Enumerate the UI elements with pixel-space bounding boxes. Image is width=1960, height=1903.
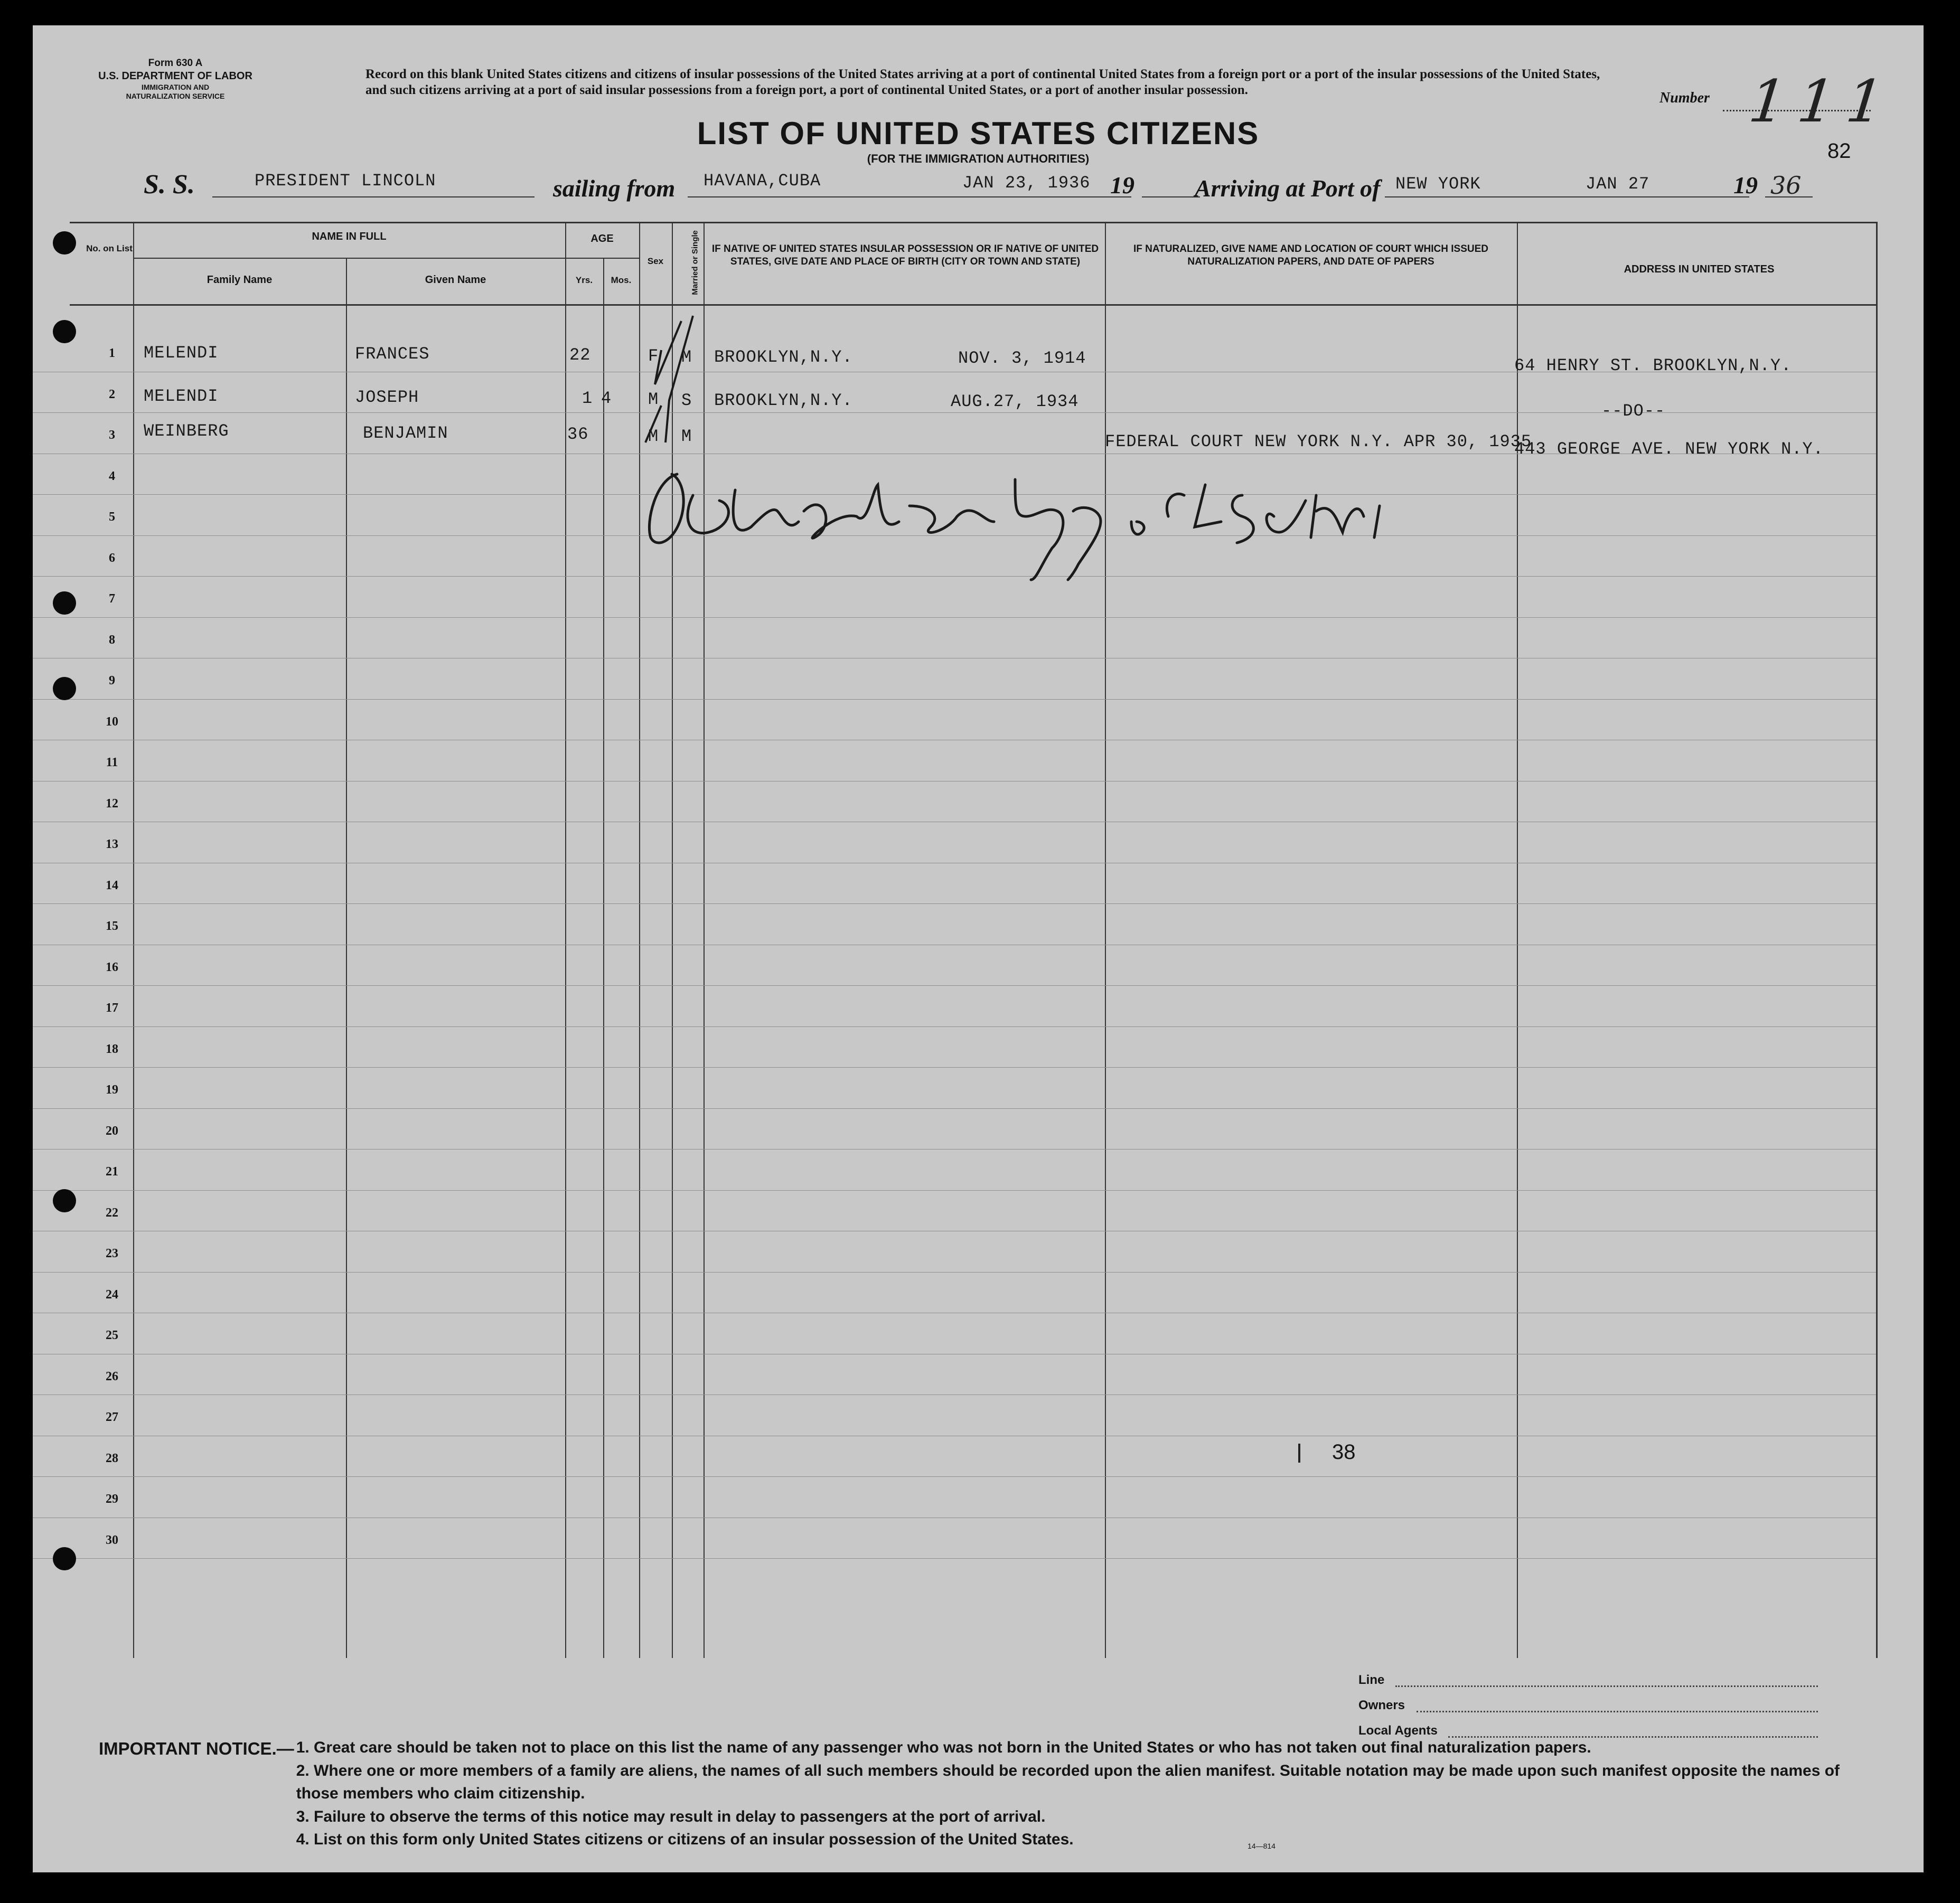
col-header-yrs: Yrs. bbox=[575, 275, 593, 285]
entry-given-name: JOSEPH bbox=[355, 388, 419, 407]
row-number: 12 bbox=[106, 796, 118, 811]
row-rule bbox=[33, 1272, 1876, 1273]
form-identification bbox=[75, 57, 276, 101]
col-divider-given bbox=[565, 222, 566, 1658]
departure-date-line bbox=[952, 196, 1131, 197]
row-number: 4 bbox=[109, 469, 115, 483]
row-number: 18 bbox=[106, 1042, 118, 1056]
arrival-date: JAN 27 bbox=[1586, 174, 1650, 194]
col-header-family-name: Family Name bbox=[207, 274, 273, 286]
check-mark-2 bbox=[645, 406, 661, 442]
ss-label: S. S. bbox=[144, 169, 195, 200]
col-header-sex: Sex bbox=[647, 256, 664, 266]
row-number: 9 bbox=[109, 674, 115, 687]
number-label: Number bbox=[1659, 90, 1710, 106]
row-rule bbox=[33, 1190, 1876, 1191]
row-rule bbox=[33, 1149, 1876, 1150]
row-rule bbox=[33, 1108, 1876, 1109]
name-header-divider bbox=[133, 258, 565, 259]
row-number: 6 bbox=[109, 551, 115, 565]
notice-item-3: 3. Failure to observe the terms of this notice may result in delay to passengers at the port of arrival. bbox=[296, 1807, 1046, 1825]
footer-local-agents-label: Local Agents bbox=[1358, 1723, 1438, 1738]
notice-heading: IMPORTANT NOTICE.— bbox=[99, 1739, 294, 1758]
check-marks bbox=[624, 300, 740, 458]
notice-item-4: 4. List on this form only United States citizens or citizens of an insular possession of the United States. bbox=[296, 1831, 1074, 1848]
arrival-date-line bbox=[1575, 196, 1749, 197]
arrival-year-line bbox=[1765, 196, 1813, 197]
row-rule bbox=[33, 617, 1876, 618]
col-header-birth: IF NATIVE OF UNITED STATES INSULAR POSSESSION OR IF NATIVE OF UNITED STATES, GIVE DATE AND PLACE OF BIRTH (CITY OR TOWN AND STATE) bbox=[711, 243, 1099, 267]
row-rule bbox=[33, 985, 1876, 986]
col-header-no: No. on List bbox=[86, 243, 133, 253]
stamp-count: 38 bbox=[1332, 1440, 1356, 1464]
arriving-label: Arriving at Port of bbox=[1195, 175, 1381, 202]
entry-address: 64 HENRY ST. BROOKLYN,N.Y. bbox=[1514, 356, 1792, 375]
row-number: 7 bbox=[109, 592, 115, 606]
binder-hole bbox=[53, 677, 76, 700]
row-rule bbox=[33, 1067, 1876, 1068]
entry-sex: M bbox=[648, 390, 659, 409]
page-title: LIST OF UNITED STATES CITIZENS bbox=[697, 116, 1260, 151]
row-rule bbox=[33, 412, 1876, 413]
entry-given-name: FRANCES bbox=[355, 344, 430, 364]
instructions-text: Record on this blank United States citizens and citizens of insular possessions of the United States arriving at a port of continental United States from a foreign port or a port of the insular possessions of the United States, and such citizens arriving at a port of said insular possessions from a foreign port, a port of continental United States, or a port of another insular possession. bbox=[365, 67, 1600, 97]
col-divider-yrs bbox=[603, 258, 604, 1658]
binder-hole bbox=[53, 591, 76, 615]
row-rule bbox=[33, 903, 1876, 904]
row-number: 3 bbox=[109, 428, 115, 442]
ship-name: PRESIDENT LINCOLN bbox=[255, 171, 436, 191]
row-rule bbox=[33, 699, 1876, 700]
table-top-border bbox=[70, 222, 1876, 223]
row-number: 22 bbox=[106, 1205, 118, 1220]
entry-birth-place: BROOKLYN,N.Y. bbox=[714, 347, 853, 367]
row-number: 10 bbox=[106, 714, 118, 729]
col-divider-family bbox=[346, 258, 347, 1658]
entry-naturalization: FEDERAL COURT NEW YORK N.Y. APR 30, 1935 bbox=[1105, 432, 1532, 451]
arrival-port-line bbox=[1385, 196, 1607, 197]
binder-hole bbox=[53, 1189, 76, 1212]
col-header-name-in-full: NAME IN FULL bbox=[312, 231, 387, 242]
footer-line-label: Line bbox=[1358, 1673, 1385, 1687]
entry-sex: M bbox=[648, 427, 659, 446]
row-number: 29 bbox=[106, 1492, 118, 1506]
entry-address: --DO-- bbox=[1601, 401, 1666, 421]
table-right-border bbox=[1876, 222, 1878, 1658]
page-subtitle: (FOR THE IMMIGRATION AUTHORITIES) bbox=[867, 152, 1090, 165]
col-header-given-name: Given Name bbox=[425, 274, 486, 286]
stamp-mark bbox=[1298, 1444, 1300, 1463]
row-number: 20 bbox=[106, 1124, 118, 1138]
binder-hole bbox=[53, 320, 76, 343]
entry-marital: M bbox=[681, 347, 692, 367]
departure-date: JAN 23, 1936 bbox=[962, 173, 1091, 193]
entry-given-name: BENJAMIN bbox=[363, 423, 448, 443]
row-number: 8 bbox=[109, 633, 115, 647]
row-number: 24 bbox=[106, 1287, 118, 1302]
age-header-divider bbox=[565, 258, 639, 259]
row-number: 16 bbox=[106, 960, 118, 974]
service-line-2: NATURALIZATION SERVICE bbox=[126, 92, 225, 101]
entry-birth-date: AUG.27, 1934 bbox=[951, 392, 1079, 411]
entry-birth-date: NOV. 3, 1914 bbox=[958, 348, 1086, 368]
row-number: 1 bbox=[109, 346, 115, 360]
department-name: U.S. DEPARTMENT OF LABOR bbox=[98, 70, 252, 82]
col-header-married-single: Married or Single bbox=[690, 230, 700, 295]
notice-item-1: 1. Great care should be taken not to place on this list the name of any passenger who was not born in the United States or who has not taken out final naturalization papers. bbox=[296, 1739, 1591, 1756]
footer-owners-field bbox=[1417, 1711, 1818, 1712]
row-number: 5 bbox=[109, 510, 115, 524]
row-rule bbox=[33, 1558, 1876, 1559]
row-number: 19 bbox=[106, 1083, 118, 1097]
list-number-handwritten: 111 bbox=[1746, 68, 1899, 135]
important-notice bbox=[99, 1736, 1884, 1851]
entry-address: 443 GEORGE AVE. NEW YORK N.Y. bbox=[1514, 439, 1824, 459]
ship-name-line bbox=[212, 196, 534, 197]
row-number: 15 bbox=[106, 919, 118, 933]
check-mark-3 bbox=[665, 316, 693, 442]
col-header-age: AGE bbox=[590, 233, 614, 244]
row-number: 26 bbox=[106, 1369, 118, 1383]
notice-item-2: 2. Where one or more members of a family are aliens, the names of all such members should be recorded upon the alien manifest. Suitable notation may be made upon such manifest opposite the names of those members who claim citizenship. bbox=[296, 1761, 1840, 1802]
entry-age-mos: 4 bbox=[601, 389, 612, 408]
entry-birth-place: BROOKLYN,N.Y. bbox=[714, 391, 853, 410]
row-rule bbox=[33, 1026, 1876, 1027]
entry-marital: M bbox=[681, 427, 692, 446]
binder-hole bbox=[53, 231, 76, 255]
sailing-from-label: sailing from bbox=[553, 175, 676, 202]
arrival-port: NEW YORK bbox=[1395, 174, 1481, 194]
col-header-address: ADDRESS IN UNITED STATES bbox=[1624, 263, 1775, 275]
row-number: 13 bbox=[106, 837, 118, 851]
departure-port-line bbox=[688, 196, 983, 197]
manifest-sheet bbox=[33, 25, 1924, 1872]
col-divider-no bbox=[133, 222, 134, 1658]
binder-hole bbox=[53, 1547, 76, 1570]
page-number: 82 bbox=[1827, 139, 1851, 163]
col-header-naturalized: IF NATURALIZED, GIVE NAME AND LOCATION OF COURT WHICH ISSUED NATURALIZATION PAPERS, AND DATE OF PAPERS bbox=[1133, 243, 1488, 267]
row-number: 28 bbox=[106, 1451, 118, 1465]
entry-age-yrs: 36 bbox=[567, 425, 589, 444]
entry-age-yrs: 1 bbox=[582, 389, 593, 408]
row-number: 27 bbox=[106, 1410, 118, 1424]
row-number: 30 bbox=[106, 1533, 118, 1547]
row-number: 21 bbox=[106, 1165, 118, 1179]
year-prefix: 19 bbox=[1110, 172, 1134, 199]
row-number: 2 bbox=[109, 387, 115, 401]
year-line bbox=[1142, 196, 1200, 197]
table-header-bottom bbox=[70, 304, 1876, 306]
entry-sex: F bbox=[648, 346, 659, 366]
inspector-signature bbox=[614, 458, 1385, 596]
row-number: 25 bbox=[106, 1329, 118, 1342]
col-header-mos: Mos. bbox=[611, 275, 632, 285]
entry-marital: S bbox=[681, 391, 692, 410]
arrival-year-prefix: 19 bbox=[1733, 172, 1758, 199]
form-number: Form 630 A bbox=[148, 58, 203, 69]
row-rule bbox=[33, 1476, 1876, 1477]
entry-family-name: MELENDI bbox=[144, 343, 219, 363]
row-number: 14 bbox=[106, 878, 118, 892]
print-code: 14—814 bbox=[1248, 1842, 1276, 1850]
entry-age-yrs: 22 bbox=[569, 345, 591, 365]
departure-port: HAVANA,CUBA bbox=[704, 171, 821, 191]
service-line-1: IMMIGRATION AND bbox=[141, 82, 210, 91]
entry-family-name: MELENDI bbox=[144, 387, 219, 406]
footer-line-field bbox=[1395, 1685, 1818, 1687]
row-number: 11 bbox=[106, 756, 118, 769]
row-number: 17 bbox=[106, 1001, 118, 1015]
row-number: 23 bbox=[106, 1247, 118, 1260]
footer-owners-label: Owners bbox=[1358, 1698, 1405, 1712]
arrival-year: 36 bbox=[1770, 171, 1802, 200]
entry-family-name: WEINBERG bbox=[144, 421, 229, 441]
